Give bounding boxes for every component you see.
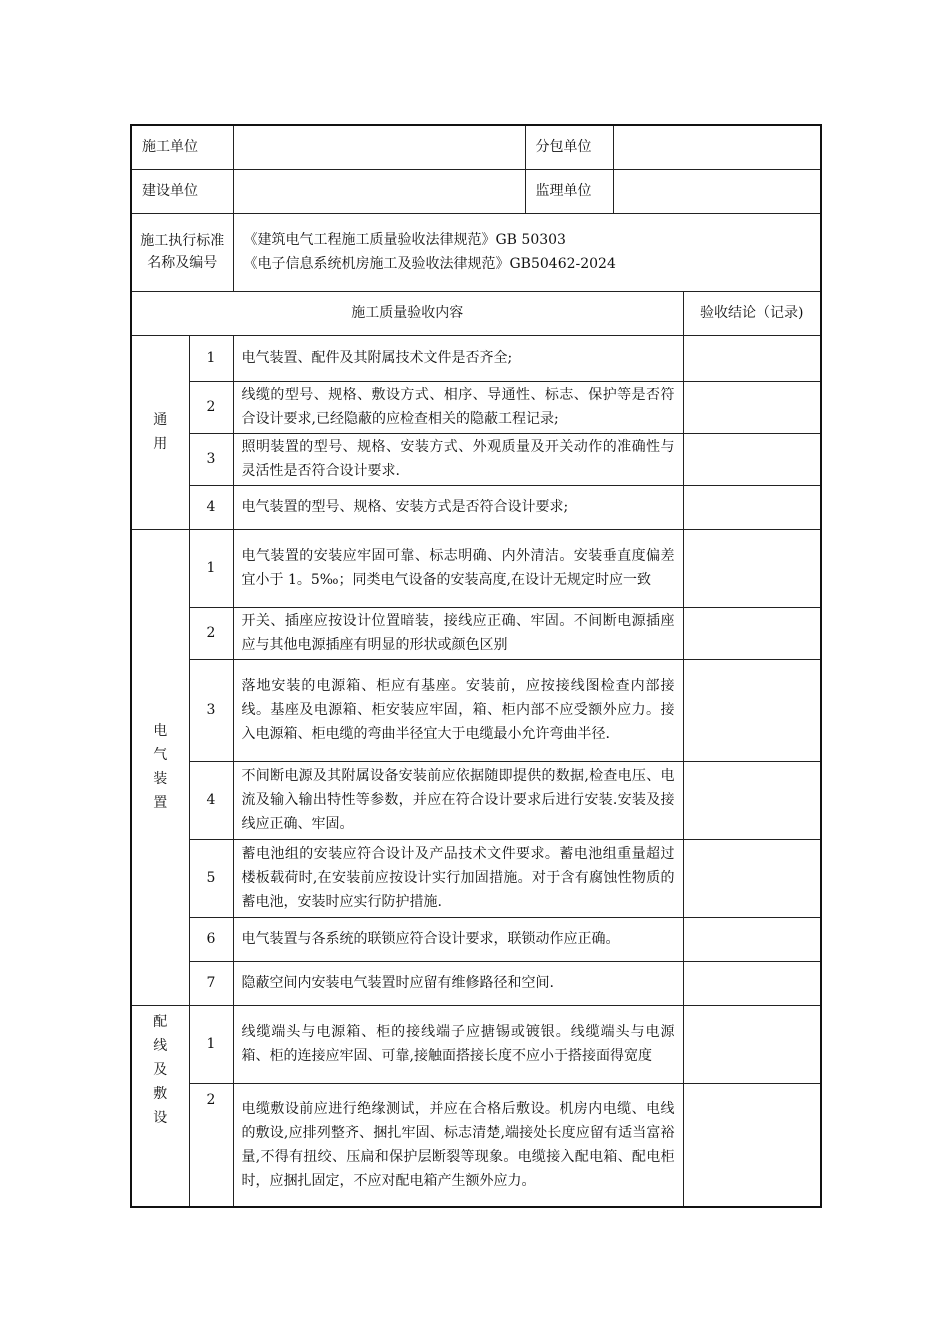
result-cell[interactable] (683, 381, 821, 433)
item-text: 开关、插座应按设计位置暗装，接线应正确、牢固。不间断电源插座应与其他电源插座有明显的形状或颜色区别 (233, 607, 683, 659)
item-text: 电气装置的型号、规格、安装方式是否符合设计要求; (233, 485, 683, 529)
result-cell[interactable] (683, 1083, 821, 1207)
result-cell[interactable] (683, 335, 821, 381)
table-row (131, 529, 821, 607)
section-electrical-char-2: 气 (153, 747, 168, 763)
section-wiring-char-2: 线 (153, 1037, 168, 1054)
result-cell[interactable] (683, 961, 821, 1005)
row-content-header (131, 291, 821, 335)
item-number: 2 (189, 607, 233, 659)
item-number: 1 (189, 529, 233, 607)
item-number: 5 (189, 839, 233, 917)
section-wiring-char-4: 敷 (153, 1085, 168, 1102)
table-row (131, 607, 821, 659)
item-text: 线缆的型号、规格、敷设方式、相序、导通性、标志、保护等是否符合设计要求,已经隐蔽的应检查相关的隐蔽工程记录; (233, 381, 683, 433)
table-row (131, 839, 821, 917)
row-owner-unit (131, 169, 821, 213)
supervision-unit-field[interactable] (613, 169, 821, 213)
table-row (131, 961, 821, 1005)
owner-unit-field[interactable] (233, 169, 525, 213)
result-cell[interactable] (683, 607, 821, 659)
item-number: 2 (189, 1083, 233, 1207)
construction-unit-label: 施工单位 (131, 125, 233, 169)
result-cell[interactable] (683, 917, 821, 961)
section-wiring-char-1: 配 (153, 1013, 168, 1030)
table-row (131, 659, 821, 761)
table-row (131, 761, 821, 839)
item-text: 电气装置与各系统的联锁应符合设计要求，联锁动作应正确。 (233, 917, 683, 961)
item-number: 1 (189, 335, 233, 381)
content-header: 施工质量验收内容 (131, 291, 683, 335)
item-number: 1 (189, 1005, 233, 1083)
result-cell[interactable] (683, 839, 821, 917)
item-text: 隐蔽空间内安装电气装置时应留有维修路径和空间. (233, 961, 683, 1005)
section-wiring-char-5: 设 (153, 1109, 168, 1126)
table-row (131, 381, 821, 433)
result-cell[interactable] (683, 1005, 821, 1083)
supervision-unit-label: 监理单位 (525, 169, 613, 213)
item-text: 电气装置的安装应牢固可靠、标志明确、内外清洁。安装垂直度偏差宜小于 1。5‰；同类电气设备的安装高度,在设计无规定时应一致 (233, 529, 683, 607)
item-text: 照明装置的型号、规格、安装方式、外观质量及开关动作的准确性与灵活性是否符合设计要求. (233, 433, 683, 485)
item-number: 3 (189, 433, 233, 485)
construction-unit-field[interactable] (233, 125, 525, 169)
table-row (131, 335, 821, 381)
acceptance-form-table (130, 124, 822, 1208)
subcontract-unit-field[interactable] (613, 125, 821, 169)
table-row (131, 1083, 821, 1207)
section-general-char-2: 用 (153, 436, 168, 452)
row-construction-unit (131, 125, 821, 169)
table-row (131, 433, 821, 485)
conclusion-header: 验收结论（记录) (683, 291, 821, 335)
result-cell[interactable] (683, 529, 821, 607)
result-cell[interactable] (683, 761, 821, 839)
table-row (131, 1005, 821, 1083)
section-general-label (131, 335, 189, 529)
item-text: 蓄电池组的安装应符合设计及产品技术文件要求。蓄电池组重量超过楼板载荷时,在安装前应按设计实行加固措施。对于含有腐蚀性物质的蓄电池，安装时应实行防护措施. (233, 839, 683, 917)
item-number: 4 (189, 485, 233, 529)
item-number: 4 (189, 761, 233, 839)
item-text: 不间断电源及其附属设备安装前应依据随即提供的数据,检查电压、电流及输入输出特性等参数，并应在符合设计要求后进行安装.安装及接线应正确、牢固。 (233, 761, 683, 839)
section-electrical-char-4: 置 (153, 795, 168, 811)
subcontract-unit-label: 分包单位 (525, 125, 613, 169)
standard-line-2: 《电子信息系统机房施工及验收法律规范》GB50462-2024 (243, 256, 616, 272)
item-number: 7 (189, 961, 233, 1005)
item-text: 线缆端头与电源箱、柜的接线端子应搪锡或镀银。线缆端头与电源箱、柜的连接应牢固、可靠,接触面搭接长度不应小于搭接面得宽度 (233, 1005, 683, 1083)
section-electrical-char-1: 电 (153, 723, 168, 739)
section-wiring-label (131, 1005, 189, 1207)
result-cell[interactable] (683, 659, 821, 761)
section-wiring-char-3: 及 (153, 1061, 168, 1078)
section-electrical-char-3: 装 (153, 771, 168, 787)
section-general-char-1: 通 (153, 412, 168, 428)
item-text: 电缆敷设前应进行绝缘测试，并应在合格后敷设。机房内电缆、电线的敷设,应排列整齐、捆扎牢固、标志清楚,端接处长度应留有适当富裕量,不得有扭绞、压扁和保护层断裂等现象。电缆接入配电箱、配电柜时，应捆扎固定，不应对配电箱产生额外应力。 (233, 1083, 683, 1207)
item-number: 6 (189, 917, 233, 961)
standard-line-1: 《建筑电气工程施工质量验收法律规范》GB 50303 (243, 232, 566, 248)
owner-unit-label: 建设单位 (131, 169, 233, 213)
standard-label: 施工执行标准名称及编号 (131, 213, 233, 291)
row-standard (131, 213, 821, 291)
result-cell[interactable] (683, 433, 821, 485)
item-text: 电气装置、配件及其附属技术文件是否齐全; (233, 335, 683, 381)
result-cell[interactable] (683, 485, 821, 529)
item-text: 落地安装的电源箱、柜应有基座。安装前，应按接线图检查内部接线。基座及电源箱、柜安装应牢固，箱、柜内部不应受额外应力。接入电源箱、柜电缆的弯曲半径宜大于电缆最小允许弯曲半径. (233, 659, 683, 761)
standard-value (233, 213, 821, 291)
table-row (131, 485, 821, 529)
section-electrical-label (131, 529, 189, 1005)
item-number: 3 (189, 659, 233, 761)
item-number: 2 (189, 381, 233, 433)
table-row (131, 917, 821, 961)
